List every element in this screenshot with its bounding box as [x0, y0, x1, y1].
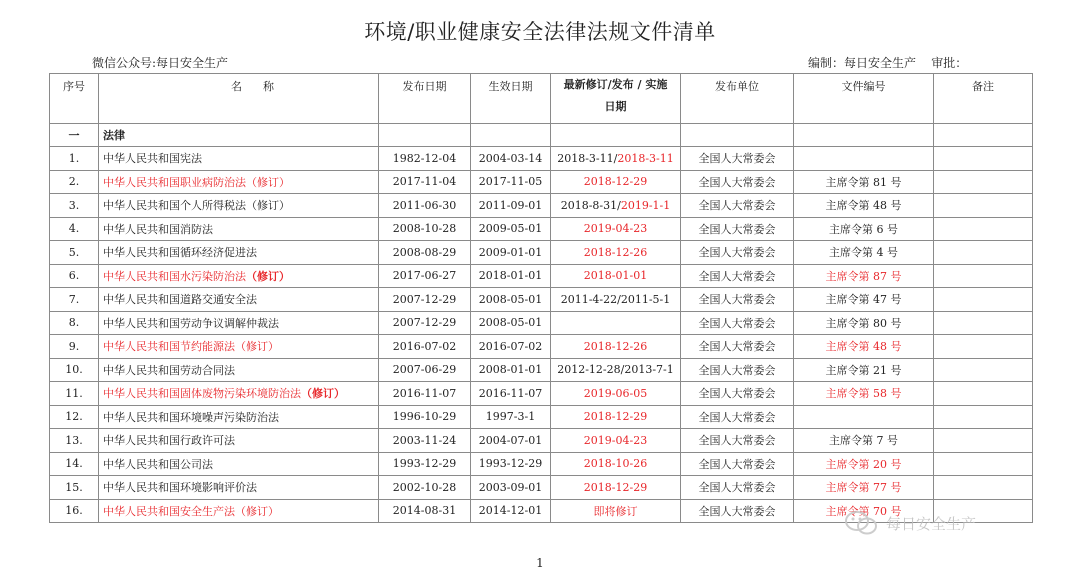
- row-index: 14.: [50, 452, 99, 476]
- row-publish-date: 2014-08-31: [379, 499, 471, 523]
- row-remarks: [934, 452, 1033, 476]
- revised-date-text: 2018-3-11/: [557, 151, 618, 165]
- row-index: 1.: [50, 147, 99, 171]
- row-issuer: 全国人大常委会: [681, 217, 794, 241]
- row-remarks: [934, 382, 1033, 406]
- row-doc-number: 主席令第 87 号: [794, 264, 934, 288]
- row-revised-date: [551, 311, 681, 335]
- row-index: 2.: [50, 170, 99, 194]
- row-law-name: [99, 288, 379, 312]
- row-issuer: 全国人大常委会: [681, 170, 794, 194]
- row-issuer: 全国人大常委会: [681, 241, 794, 265]
- row-revised-date: [551, 335, 681, 359]
- revised-date-text: 2019-04-23: [583, 222, 648, 236]
- row-revised-date: [551, 382, 681, 406]
- row-doc-number: 主席令第 58 号: [794, 382, 934, 406]
- revised-date-secondary: 2018-3-11: [617, 151, 674, 165]
- table-row: [50, 170, 1033, 194]
- header-remarks: 备注: [934, 74, 1033, 124]
- document-title: 环境/职业健康安全法律法规文件清单: [364, 20, 716, 44]
- row-effective-date: 2017-11-05: [471, 170, 551, 194]
- header-revised-line1: 最新修订/发布 / 实施: [563, 78, 668, 91]
- row-law-name: [99, 335, 379, 359]
- row-effective-date: 2008-01-01: [471, 358, 551, 382]
- row-index: 13.: [50, 429, 99, 453]
- row-issuer: 全国人大常委会: [681, 358, 794, 382]
- row-revised-date: [551, 241, 681, 265]
- table-row: [50, 311, 1033, 335]
- revised-date-text: 2011-4-22/2011-5-1: [560, 292, 671, 306]
- row-effective-date: 2003-09-01: [471, 476, 551, 500]
- law-name-suffix: （修订）: [301, 387, 345, 401]
- row-effective-date: 2014-12-01: [471, 499, 551, 523]
- row-remarks: [934, 241, 1033, 265]
- row-remarks: [934, 147, 1033, 171]
- row-effective-date: 2011-09-01: [471, 194, 551, 218]
- row-remarks: [934, 264, 1033, 288]
- row-doc-number: 主席令第 77 号: [794, 476, 934, 500]
- section-name: 法律: [99, 124, 379, 147]
- row-issuer: 全国人大常委会: [681, 288, 794, 312]
- revised-date-text: 2018-12-29: [583, 410, 648, 424]
- row-remarks: [934, 476, 1033, 500]
- row-law-name: [99, 264, 379, 288]
- row-issuer: 全国人大常委会: [681, 499, 794, 523]
- row-issuer: 全国人大常委会: [681, 264, 794, 288]
- row-doc-number: 主席令第 80 号: [794, 311, 934, 335]
- row-revised-date: [551, 170, 681, 194]
- row-issuer: 全国人大常委会: [681, 382, 794, 406]
- row-issuer: 全国人大常委会: [681, 452, 794, 476]
- law-name-text: 中华人民共和国环境噪声污染防治法: [103, 410, 279, 424]
- revised-date-text: 2019-04-23: [583, 433, 648, 447]
- table-row: [50, 241, 1033, 265]
- header-name-part1: 名: [231, 80, 242, 93]
- row-index: 9.: [50, 335, 99, 359]
- law-name-text: 中华人民共和国节约能源法（修订）: [103, 340, 279, 354]
- row-effective-date: 1993-12-29: [471, 452, 551, 476]
- watermark-text: 每日安全生产: [886, 514, 977, 533]
- row-effective-date: 2008-05-01: [471, 311, 551, 335]
- row-index: 3.: [50, 194, 99, 218]
- law-name-suffix: （修订）: [246, 269, 290, 283]
- row-law-name: [99, 382, 379, 406]
- row-doc-number: 主席令第 48 号: [794, 194, 934, 218]
- row-index: 8.: [50, 311, 99, 335]
- table-header-row: [50, 74, 1033, 124]
- header-doc-number: 文件编号: [794, 74, 934, 124]
- row-effective-date: 2004-03-14: [471, 147, 551, 171]
- row-issuer: 全国人大常委会: [681, 311, 794, 335]
- row-doc-number: [794, 405, 934, 429]
- row-revised-date: [551, 264, 681, 288]
- row-law-name: [99, 241, 379, 265]
- row-index: 6.: [50, 264, 99, 288]
- row-revised-date: [551, 452, 681, 476]
- row-publish-date: 2007-06-29: [379, 358, 471, 382]
- row-issuer: 全国人大常委会: [681, 147, 794, 171]
- table-row: [50, 217, 1033, 241]
- header-publish-date: 发布日期: [379, 74, 471, 124]
- row-effective-date: 2018-01-01: [471, 264, 551, 288]
- row-index: 7.: [50, 288, 99, 312]
- row-issuer: 全国人大常委会: [681, 335, 794, 359]
- law-name-text: 中华人民共和国个人所得税法（修订）: [103, 199, 290, 213]
- header-name-part2: 称: [263, 80, 274, 93]
- row-issuer: 全国人大常委会: [681, 405, 794, 429]
- page-number: 1: [536, 556, 544, 570]
- revised-date-text: 2012-12-28/2013-7-1: [557, 363, 674, 377]
- row-revised-date: [551, 194, 681, 218]
- header-issuer: 发布单位: [681, 74, 794, 124]
- row-publish-date: 2017-11-04: [379, 170, 471, 194]
- row-doc-number: 主席令第 4 号: [794, 241, 934, 265]
- row-publish-date: 1996-10-29: [379, 405, 471, 429]
- revised-date-text: 2018-10-26: [583, 457, 648, 471]
- row-publish-date: 1982-12-04: [379, 147, 471, 171]
- row-doc-number: 主席令第 48 号: [794, 335, 934, 359]
- row-effective-date: 2004-07-01: [471, 429, 551, 453]
- row-index: 10.: [50, 358, 99, 382]
- row-index: 11.: [50, 382, 99, 406]
- section-row: [50, 124, 1033, 147]
- revised-date-text: 2018-8-31/: [560, 198, 621, 212]
- row-remarks: [934, 194, 1033, 218]
- table-row: [50, 335, 1033, 359]
- revised-date-text: 即将修订: [593, 504, 638, 518]
- table-row: [50, 405, 1033, 429]
- law-name-text: 中华人民共和国循环经济促进法: [103, 246, 257, 260]
- revised-date-text: 2019-06-05: [583, 386, 648, 400]
- header-index: 序号: [50, 74, 99, 124]
- header-revised-date: [551, 74, 681, 124]
- law-name-text: 中华人民共和国公司法: [103, 457, 213, 471]
- row-index: 16.: [50, 499, 99, 523]
- table-row: [50, 194, 1033, 218]
- row-law-name: [99, 217, 379, 241]
- row-remarks: [934, 335, 1033, 359]
- law-name-text: 中华人民共和国安全生产法（修订）: [103, 504, 279, 518]
- row-law-name: [99, 499, 379, 523]
- row-doc-number: [794, 147, 934, 171]
- row-publish-date: 2007-12-29: [379, 311, 471, 335]
- row-issuer: 全国人大常委会: [681, 194, 794, 218]
- row-law-name: [99, 147, 379, 171]
- table-row: [50, 452, 1033, 476]
- table-row: [50, 382, 1033, 406]
- row-doc-number: 主席令第 21 号: [794, 358, 934, 382]
- law-name-text: 中华人民共和国行政许可法: [103, 434, 235, 448]
- revised-date-text: 2018-12-26: [583, 245, 648, 259]
- row-doc-number: 主席令第 7 号: [794, 429, 934, 453]
- table-row: [50, 429, 1033, 453]
- law-name-text: 中华人民共和国劳动争议调解仲裁法: [103, 316, 279, 330]
- row-law-name: [99, 405, 379, 429]
- row-publish-date: 2017-06-27: [379, 264, 471, 288]
- law-name-text: 中华人民共和国职业病防治法（修订）: [103, 175, 290, 189]
- law-name-text: 中华人民共和国道路交通安全法: [103, 293, 257, 307]
- row-publish-date: 2002-10-28: [379, 476, 471, 500]
- row-revised-date: [551, 358, 681, 382]
- row-issuer: 全国人大常委会: [681, 476, 794, 500]
- row-doc-number: 主席令第 70 号: [794, 499, 934, 523]
- row-doc-number: 主席令第 20 号: [794, 452, 934, 476]
- row-remarks: [934, 405, 1033, 429]
- wechat-logo-icon: [844, 510, 878, 536]
- law-name-text: 中华人民共和国消防法: [103, 222, 213, 236]
- row-index: 12.: [50, 405, 99, 429]
- row-publish-date: 2011-06-30: [379, 194, 471, 218]
- row-law-name: [99, 311, 379, 335]
- table-row: [50, 264, 1033, 288]
- table-row: [50, 476, 1033, 500]
- row-index: 4.: [50, 217, 99, 241]
- row-effective-date: 2009-05-01: [471, 217, 551, 241]
- row-revised-date: [551, 429, 681, 453]
- row-publish-date: 2007-12-29: [379, 288, 471, 312]
- revised-date-text: 2018-12-26: [583, 339, 648, 353]
- row-effective-date: 1997-3-1: [471, 405, 551, 429]
- row-effective-date: 2016-11-07: [471, 382, 551, 406]
- row-remarks: [934, 170, 1033, 194]
- row-law-name: [99, 170, 379, 194]
- row-index: 5.: [50, 241, 99, 265]
- revised-date-text: 2018-12-29: [583, 480, 648, 494]
- row-revised-date: [551, 499, 681, 523]
- row-revised-date: [551, 288, 681, 312]
- wechat-account-label: 微信公众号:每日安全生产: [92, 56, 229, 70]
- row-revised-date: [551, 476, 681, 500]
- row-law-name: [99, 452, 379, 476]
- row-publish-date: 1993-12-29: [379, 452, 471, 476]
- row-law-name: [99, 194, 379, 218]
- row-revised-date: [551, 405, 681, 429]
- row-issuer: 全国人大常委会: [681, 429, 794, 453]
- row-law-name: [99, 476, 379, 500]
- row-publish-date: 2003-11-24: [379, 429, 471, 453]
- row-remarks: [934, 311, 1033, 335]
- table-row: [50, 147, 1033, 171]
- row-law-name: [99, 429, 379, 453]
- row-doc-number: 主席令第 6 号: [794, 217, 934, 241]
- law-name-text: 中华人民共和国劳动合同法: [103, 363, 235, 377]
- row-index: 15.: [50, 476, 99, 500]
- law-list-table: [49, 73, 1033, 523]
- editor-approval-label: 编制：每日安全生产 审批：: [808, 56, 968, 70]
- row-remarks: [934, 217, 1033, 241]
- row-publish-date: 2016-11-07: [379, 382, 471, 406]
- section-index: 一: [50, 124, 99, 147]
- row-effective-date: 2016-07-02: [471, 335, 551, 359]
- row-revised-date: [551, 147, 681, 171]
- table-row: [50, 288, 1033, 312]
- header-effective-date: 生效日期: [471, 74, 551, 124]
- law-name-text: 中华人民共和国环境影响评价法: [103, 481, 257, 495]
- row-doc-number: 主席令第 81 号: [794, 170, 934, 194]
- row-effective-date: 2008-05-01: [471, 288, 551, 312]
- row-law-name: [99, 358, 379, 382]
- row-publish-date: 2016-07-02: [379, 335, 471, 359]
- law-name-text: 中华人民共和国固体废物污染环境防治法: [103, 387, 301, 401]
- row-remarks: [934, 288, 1033, 312]
- revised-date-text: 2018-12-29: [583, 175, 648, 189]
- row-effective-date: 2009-01-01: [471, 241, 551, 265]
- row-doc-number: 主席令第 47 号: [794, 288, 934, 312]
- header-revised-line2: 日期: [604, 100, 627, 113]
- header-name: [99, 74, 379, 124]
- revised-date-secondary: 2019-1-1: [620, 198, 671, 212]
- row-revised-date: [551, 217, 681, 241]
- table-row: [50, 358, 1033, 382]
- row-remarks: [934, 429, 1033, 453]
- row-remarks: [934, 358, 1033, 382]
- row-publish-date: 2008-10-28: [379, 217, 471, 241]
- law-name-text: 中华人民共和国水污染防治法: [103, 269, 246, 283]
- wechat-watermark: [844, 510, 976, 536]
- law-name-text: 中华人民共和国宪法: [103, 152, 202, 166]
- revised-date-text: 2018-01-01: [583, 269, 648, 283]
- row-publish-date: 2008-08-29: [379, 241, 471, 265]
